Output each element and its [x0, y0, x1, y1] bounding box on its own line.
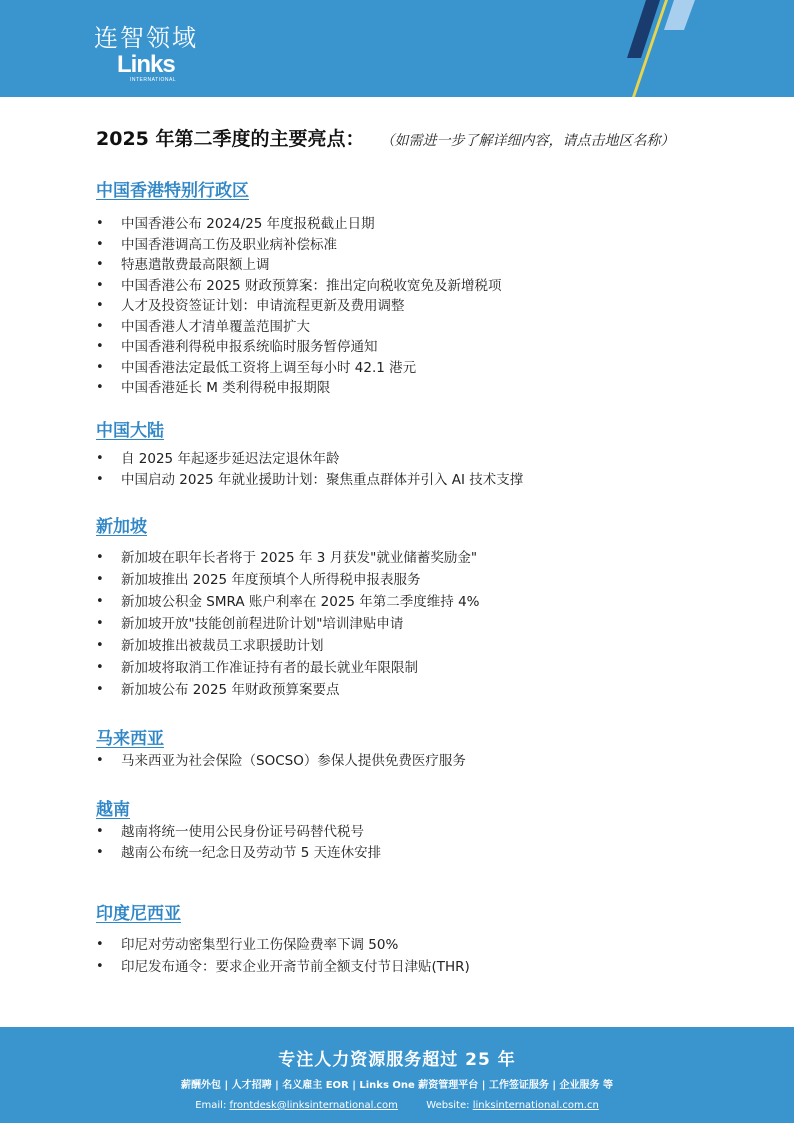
item-list	[96, 934, 736, 978]
list-item: • 马来西亚为社会保险（SOCSO）参保人提供免费医疗服务	[96, 751, 736, 772]
region-link-singapore[interactable]: 新加坡	[96, 517, 147, 537]
email-label: Email:	[195, 1100, 227, 1111]
section-mainland-china	[96, 416, 736, 490]
logo-english: Links	[117, 51, 175, 78]
list-item: • 新加坡推出 2025 年度预填个人所得税申报表服务	[96, 569, 736, 591]
region-link-hong-kong[interactable]: 中国香港特别行政区	[96, 181, 249, 201]
list-item: • 越南将统一使用公民身份证号码替代税号	[96, 822, 736, 843]
list-item: • 新加坡公积金 SMRA 账户利率在 2025 年第二季度维持 4%	[96, 591, 736, 613]
website-link[interactable]: linksinternational.com.cn	[472, 1100, 599, 1111]
list-item: • 中国香港延长 M 类利得税申报期限	[96, 378, 736, 399]
list-item: • 印尼对劳动密集型行业工伤保险费率下调 50%	[96, 934, 736, 956]
list-item: • 中国香港法定最低工资将上调至每小时 42.1 港元	[96, 358, 736, 379]
item-list	[96, 751, 736, 772]
footer-contact	[0, 1100, 794, 1111]
region-link-vietnam[interactable]: 越南	[96, 800, 130, 820]
click-hint: （如需进一步了解详细内容，请点击地区名称）	[380, 133, 675, 149]
section-malaysia	[96, 724, 736, 772]
item-list	[96, 214, 736, 399]
item-list	[96, 449, 736, 490]
list-item: • 新加坡将取消工作准证持有者的最长就业年限限制	[96, 657, 736, 679]
region-link-indonesia[interactable]: 印度尼西亚	[96, 904, 181, 924]
footer-tagline: 专注人力资源服务超过 25 年	[278, 1050, 516, 1070]
region-link-malaysia[interactable]: 马来西亚	[96, 729, 164, 749]
region-link-mainland-china[interactable]: 中国大陆	[96, 421, 164, 441]
section-hong-kong	[96, 176, 736, 399]
decorative-stripes	[620, 0, 700, 97]
section-indonesia	[96, 899, 736, 978]
list-item: • 新加坡开放"技能创前程进阶计划"培训津贴申请	[96, 613, 736, 635]
list-item: • 特惠遣散费最高限额上调	[96, 255, 736, 276]
logo-subtitle: INTERNATIONAL	[130, 77, 177, 83]
footer-services: 薪酬外包 | 人才招聘 | 名义雇主 EOR | Links One 薪资管理平台 | 工作签证服务 | 企业服务 等	[181, 1080, 613, 1091]
item-list	[96, 822, 736, 863]
list-item: • 新加坡公布 2025 年财政预算案要点	[96, 679, 736, 701]
list-item: • 中国香港利得税申报系统临时服务暂停通知	[96, 337, 736, 358]
page-title: 2025 年第二季度的主要亮点：	[96, 128, 365, 150]
list-item: • 自 2025 年起逐步延迟法定退休年龄	[96, 449, 736, 470]
list-item: • 中国香港人才清单覆盖范围扩大	[96, 317, 736, 338]
website-label: Website:	[426, 1100, 470, 1111]
list-item: • 中国启动 2025 年就业援助计划：聚焦重点群体并引入 AI 技术支撑	[96, 470, 736, 491]
list-item: • 新加坡在职年长者将于 2025 年 3 月获发"就业储蓄奖励金"	[96, 547, 736, 569]
item-list	[96, 547, 736, 701]
list-item: • 中国香港调高工伤及职业病补偿标准	[96, 235, 736, 256]
list-item: • 越南公布统一纪念日及劳动节 5 天连休安排	[96, 843, 736, 864]
header-band	[0, 0, 794, 97]
list-item: • 印尼发布通令：要求企业开斋节前全额支付节日津贴(THR)	[96, 956, 736, 978]
logo-chinese: 连智领域	[94, 24, 198, 52]
list-item: • 中国香港公布 2025 财政预算案：推出定向税收宽免及新增税项	[96, 276, 736, 297]
email-link[interactable]: frontdesk@linksinternational.com	[229, 1100, 398, 1111]
section-singapore	[96, 512, 736, 701]
list-item: • 中国香港公布 2024/25 年度报税截止日期	[96, 214, 736, 235]
list-item: • 人才及投资签证计划：申请流程更新及费用调整	[96, 296, 736, 317]
list-item: • 新加坡推出被裁员工求职援助计划	[96, 635, 736, 657]
section-vietnam	[96, 795, 736, 863]
footer-band	[0, 1027, 794, 1123]
highlights-headline	[96, 124, 736, 151]
